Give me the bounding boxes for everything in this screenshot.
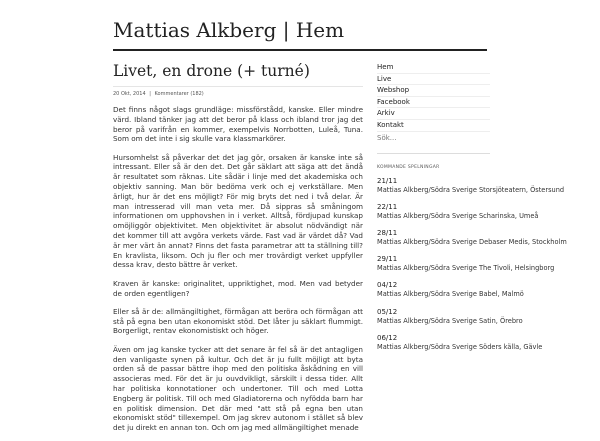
post-paragraph: Eller så är de: allmängiltighet, förmågan att beröra och förmågan att stå på egna ben utan ekonomiskt stöd. Det låter ju säklart flummigt. Borgerligt, rentav ekonomistiskt och höger. (113, 306, 363, 336)
search-input[interactable] (377, 133, 490, 144)
post-title[interactable]: Livet, en drone (+ turné) (113, 62, 310, 80)
event-item (377, 176, 565, 195)
post-paragraph: Även om jag kanske tycker att det senare är fel så är det antagligen den vanligaste synen på kultur. Och det är ju fullt möjligt att byta orden så de passar bättre ihop med den politiska åskådning en vill associeras med. För det är ju ouvdvikligt, särskilt i dessa tider. Allt har politiska konnotationer och undertoner. Till och med Lotta Engberg är politisk. Till och med Gladiatorerna och nyfödda barn har en politisk dimension. Det där med "att stå på egna ben utan ekonomiskt stöd" tillexempel. Om jag skrev autonom i stället så blev det ju direkt en annan ton. Och om jag med allmängiltighet menade (113, 344, 363, 433)
nav-item-kontakt[interactable]: Kontakt (377, 120, 490, 132)
event-date: 22/11 (377, 202, 398, 211)
nav-item-webshop[interactable]: Webshop (377, 85, 490, 97)
post-date: 20 Okt, 2014 (113, 91, 146, 97)
event-details: Mattias Alkberg/Södra Sverige Scharinska, Umeå (377, 211, 539, 220)
sidebar-divider (377, 153, 490, 154)
event-date: 28/11 (377, 228, 398, 237)
post-body (113, 105, 363, 433)
event-details: Mattias Alkberg/Södra Sverige The Tivoli, Helsingborg (377, 264, 555, 273)
event-item (377, 307, 523, 326)
post-paragraph: Hursomhelst så påverkar det det jag gör, orsaken är kanske inte så intressant. Eller så är den det. Det går säklart att säga att det ändå är resultatet som räknas. Lite sådär i linje med det akademiska och objektiv sanning. Man bör bedöma verk och ej verkställare. Men ärligt, hur är det ens möjligt? För mig bryts det ned i två delar. Är man intresserad vill man veta mer. Då sippras så småningom informationen om upphovshen in i verket. Alltså, fördjupad kunskap omöjliggör objektivitet. Men objektivitet är absolut nödvändigt när det kommer till att avgöra verkets värde. Fast vad är värdet då? Vad är mer värt än annat? Finns det fasta parametrar att ta ställning till? En kravlista, liksom. Och ju fler och mer trovärdigt verket uppfyller dessa krav, desto bättre är verket. (113, 152, 363, 270)
post-comments-link[interactable]: (182) (190, 91, 204, 97)
nav-item-facebook[interactable]: Facebook (377, 97, 490, 109)
event-date: 05/12 (377, 307, 398, 316)
event-details: Mattias Alkberg/Södra Sverige Söders källa, Gävle (377, 342, 543, 351)
header-divider (113, 49, 487, 51)
nav-item-arkiv[interactable]: Arkiv (377, 108, 490, 120)
nav-item-hem[interactable]: Hem (377, 62, 490, 74)
event-date: 04/12 (377, 281, 398, 290)
sidebar (377, 62, 567, 360)
meta-separator: | (149, 91, 151, 97)
post-category-link[interactable]: Kommentarer (154, 91, 189, 97)
event-item (377, 228, 567, 247)
site-title[interactable]: Mattias Alkberg | Hem (113, 18, 345, 42)
event-item (377, 333, 543, 352)
post-paragraph: Det finns något slags grundläge: missförstådd, kanske. Eller mindre värd. Ibland tänker jag att det beror på klass och ibland tror jag det beror på varifrån en kommer, exempelvis Norrbotten, Luleå, Tuna. Som om det inte i sig skulle vara klassmarkörer. (113, 105, 363, 144)
event-date: 29/11 (377, 255, 398, 264)
event-item (377, 255, 555, 273)
event-details: Mattias Alkberg/Södra Sverige Babel, Malmö (377, 290, 524, 299)
event-details: Mattias Alkberg/Södra Sverige Debaser Medis, Stockholm (377, 237, 567, 246)
event-item (377, 281, 524, 299)
main-content (113, 62, 363, 441)
event-date: 21/11 (377, 176, 398, 185)
event-item (377, 202, 539, 221)
post-meta (113, 86, 363, 97)
event-details: Mattias Alkberg/Södra Sverige Storsjöteatern, Östersund (377, 185, 565, 194)
events-list (377, 176, 567, 352)
post-paragraph: Kraven är kanske: originalitet, uppriktighet, mod. Men vad betyder de orden egentligen? (113, 278, 363, 298)
events-widget-title: KOMMANDE SPELNINGAR (377, 164, 440, 170)
sidebar-nav (377, 62, 490, 132)
event-date: 06/12 (377, 333, 398, 342)
event-details: Mattias Alkberg/Södra Sverige Satin, Örebro (377, 316, 523, 325)
nav-item-live[interactable]: Live (377, 74, 490, 86)
